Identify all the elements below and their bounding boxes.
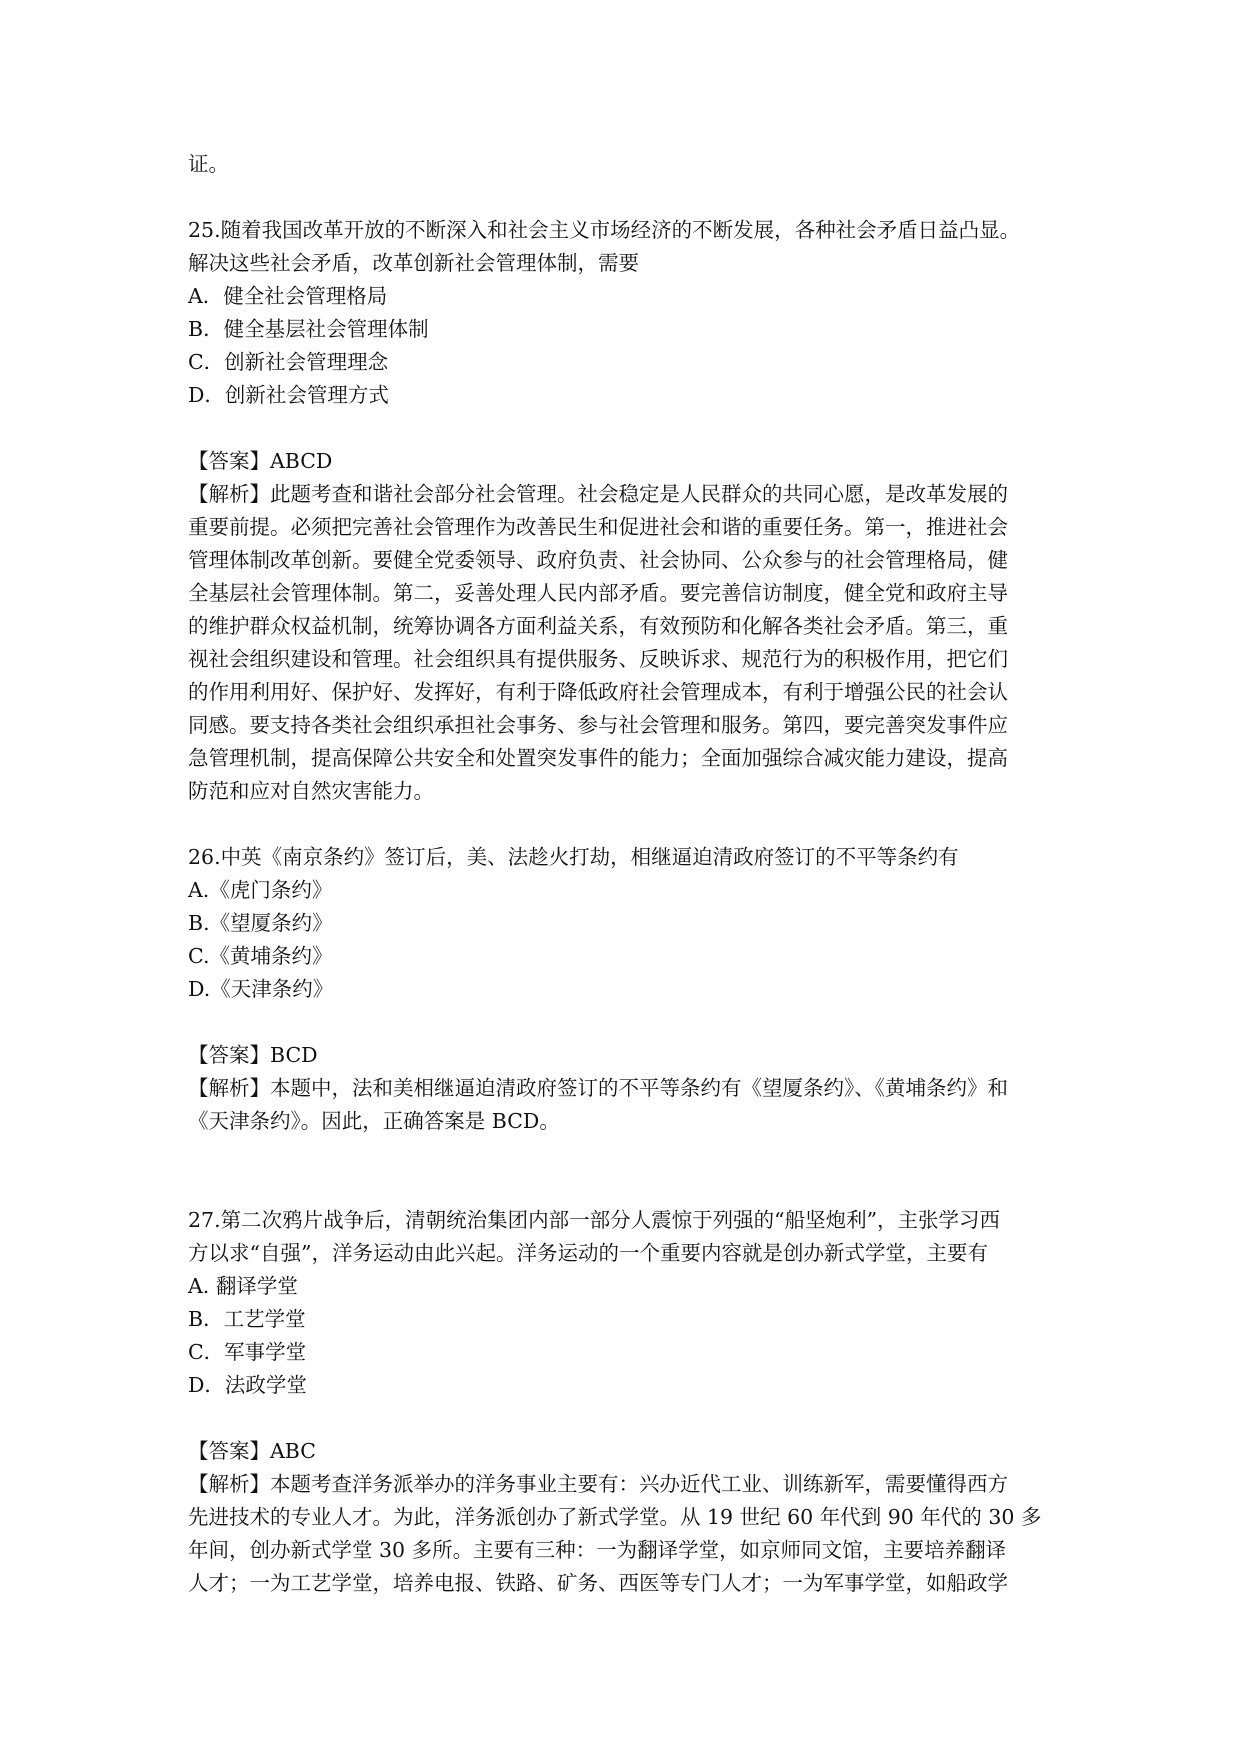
- q27-option-c: C．军事学堂: [188, 1340, 307, 1364]
- q27-analysis-line-2: 先进技术的专业人才。为此，洋务派创办了新式学堂。从 19 世纪 60 年代到 90 年代的 30 多: [188, 1505, 1042, 1529]
- q25-option-c: C．创新社会管理理念: [188, 350, 389, 374]
- q25-analysis-line-7: 的作用利用好、保护好、发挥好，有利于降低政府社会管理成本，有利于增强公民的社会认: [188, 680, 1008, 704]
- q27-answer: 【答案】ABC: [188, 1439, 316, 1463]
- q25-option-a: A．健全社会管理格局: [188, 284, 388, 308]
- intro-tail-text: 证。: [188, 152, 229, 176]
- q25-option-b: B．健全基层社会管理体制: [188, 317, 429, 341]
- q26-option-c: C.《黄埔条约》: [188, 944, 333, 968]
- q25-analysis-line-1: 【解析】此题考查和谐社会部分社会管理。社会稳定是人民群众的共同心愿，是改革发展的: [188, 482, 1008, 506]
- q27-option-a: A. 翻译学堂: [188, 1274, 298, 1298]
- q25-stem-line-1: 25.随着我国改革开放的不断深入和社会主义市场经济的不断发展，各种社会矛盾日益凸显。: [188, 218, 1021, 242]
- q27-analysis-line-4: 人才；一为工艺学堂，培养电报、铁路、矿务、西医等专门人才；一为军事学堂，如船政学: [188, 1571, 1008, 1595]
- question-26: [188, 841, 1068, 1138]
- q26-answer: 【答案】BCD: [188, 1043, 318, 1067]
- q25-analysis-line-8: 同感。要支持各类社会组织承担社会事务、参与社会管理和服务。第四，要完善突发事件应: [188, 713, 1008, 737]
- q25-option-d: D．创新社会管理方式: [188, 383, 389, 407]
- q25-analysis-line-2: 重要前提。必须把完善社会管理作为改善民生和促进社会和谐的重要任务。第一，推进社会: [188, 515, 1008, 539]
- q25-analysis-line-9: 急管理机制，提高保障公共安全和处置突发事件的能力；全面加强综合减灾能力建设，提高: [188, 746, 1008, 770]
- q27-analysis-line-3: 年间，创办新式学堂 30 多所。主要有三种：一为翻译学堂，如京师同文馆，主要培养翻译: [188, 1538, 1007, 1562]
- q25-analysis-line-4: 全基层社会管理体制。第二，妥善处理人民内部矛盾。要完善信访制度，健全党和政府主导: [188, 581, 1008, 605]
- q26-stem: 26.中英《南京条约》签订后，美、法趁火打劫，相继逼迫清政府签订的不平等条约有: [188, 845, 959, 869]
- q25-analysis-line-3: 管理体制改革创新。要健全党委领导、政府负责、社会协同、公众参与的社会管理格局，健: [188, 548, 1008, 572]
- question-25: [188, 214, 1068, 808]
- q25-stem-line-2: 解决这些社会矛盾，改革创新社会管理体制，需要: [188, 251, 639, 275]
- question-27: [188, 1204, 1068, 1600]
- document-page: [188, 148, 1068, 1600]
- q27-option-b: B．工艺学堂: [188, 1307, 306, 1331]
- q27-option-d: D．法政学堂: [188, 1373, 307, 1397]
- q26-analysis-line-2: 《天津条约》。因此，正确答案是 BCD。: [188, 1109, 560, 1133]
- q26-option-b: B.《望厦条约》: [188, 911, 333, 935]
- q25-analysis-line-5: 的维护群众权益机制，统筹协调各方面利益关系，有效预防和化解各类社会矛盾。第三，重: [188, 614, 1008, 638]
- q26-analysis-line-1: 【解析】本题中，法和美相继逼迫清政府签订的不平等条约有《望厦条约》、《黄埔条约》和: [188, 1076, 1008, 1100]
- q25-answer: 【答案】ABCD: [188, 449, 333, 473]
- q27-stem-line-2: 方以求“自强”，洋务运动由此兴起。洋务运动的一个重要内容就是创办新式学堂，主要有: [188, 1241, 988, 1265]
- q26-option-d: D.《天津条约》: [188, 977, 334, 1001]
- q25-analysis-line-6: 视社会组织建设和管理。社会组织具有提供服务、反映诉求、规范行为的积极作用，把它们: [188, 647, 1008, 671]
- q27-stem-line-1: 27.第二次鸦片战争后，清朝统治集团内部一部分人震惊于列强的“船坚炮利”，主张学习西: [188, 1208, 1001, 1232]
- q25-analysis-line-10: 防范和应对自然灾害能力。: [188, 779, 434, 803]
- q27-analysis-line-1: 【解析】本题考查洋务派举办的洋务事业主要有：兴办近代工业、训练新军，需要懂得西方: [188, 1472, 1008, 1496]
- q26-option-a: A.《虎门条约》: [188, 878, 333, 902]
